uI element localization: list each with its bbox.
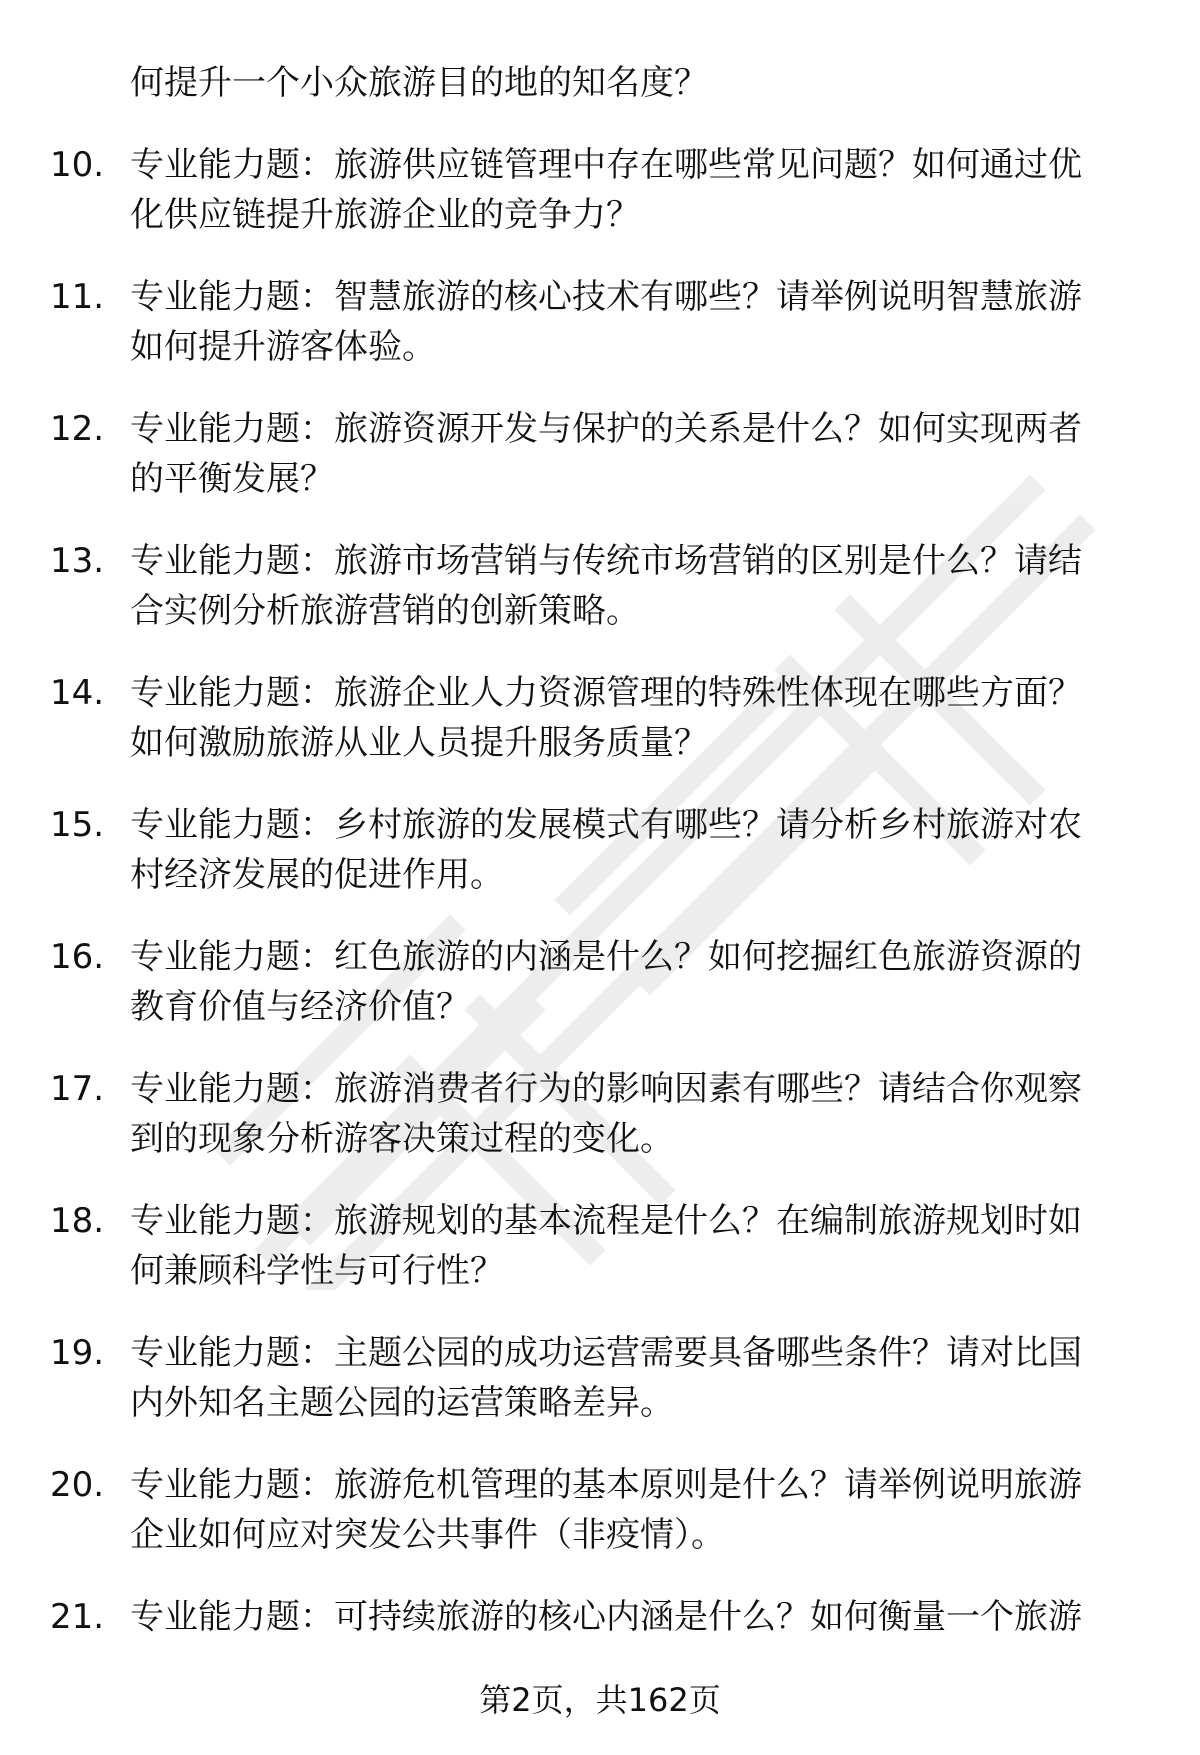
list-item [0,800,1200,900]
list-item [0,272,1200,372]
question-text-line: 专业能力题：智慧旅游的核心技术有哪些？请举例说明智慧旅游 [130,277,1082,317]
question-list [0,140,1200,1642]
question-text-line: 专业能力题：旅游危机管理的基本原则是什么？请举例说明旅游 [130,1465,1082,1505]
question-number: 14. [50,673,105,713]
page-footer: 第2页，共162页 [479,1681,721,1719]
list-item [0,932,1200,1032]
question-number: 21. [50,1597,105,1637]
question-text-line: 的平衡发展？ [130,459,334,499]
question-text-line: 化供应链提升旅游企业的竞争力？ [130,195,640,235]
question-number: 19. [50,1333,105,1373]
question-number: 20. [50,1465,105,1505]
question-text-line: 村经济发展的促进作用。 [130,855,504,895]
question-text-line: 专业能力题：旅游供应链管理中存在哪些常见问题？如何通过优 [130,145,1082,185]
question-text-line: 专业能力题：红色旅游的内涵是什么？如何挖掘红色旅游资源的 [130,937,1082,977]
question-number: 15. [50,805,105,845]
question-text-line: 何兼顾科学性与可行性？ [130,1251,504,1291]
question-number: 17. [50,1069,105,1109]
question-number: 16. [50,937,105,977]
list-item [0,1196,1200,1296]
question-text-line: 专业能力题：旅游消费者行为的影响因素有哪些？请结合你观察 [130,1069,1082,1109]
question-text-line: 企业如何应对突发公共事件（非疫情）。 [130,1515,725,1555]
list-item [0,1592,1200,1642]
list-item [0,1460,1200,1560]
question-text-line: 专业能力题：旅游企业人力资源管理的特殊性体现在哪些方面？ [130,673,1082,713]
question-content [0,58,1200,1642]
question-text-line: 专业能力题：可持续旅游的核心内涵是什么？如何衡量一个旅游 [130,1597,1082,1637]
question-text-line: 如何激励旅游从业人员提升服务质量？ [130,723,708,763]
question-number: 10. [50,145,105,185]
list-item [0,404,1200,504]
list-item [0,1064,1200,1164]
list-item [0,1328,1200,1428]
question-text-line: 如何提升游客体验。 [130,327,436,367]
question-text-line: 专业能力题：主题公园的成功运营需要具备哪些条件？请对比国 [130,1333,1082,1373]
question-text-line: 专业能力题：旅游市场营销与传统市场营销的区别是什么？请结 [130,541,1082,581]
question-text-line: 专业能力题：旅游规划的基本流程是什么？在编制旅游规划时如 [130,1201,1082,1241]
question-text-line: 专业能力题：乡村旅游的发展模式有哪些？请分析乡村旅游对农 [130,805,1082,845]
question-text-line: 到的现象分析游客决策过程的变化。 [130,1119,674,1159]
question-text-line: 教育价值与经济价值？ [130,987,470,1027]
question-text-line: 内外知名主题公园的运营策略差异。 [130,1383,674,1423]
question-number: 12. [50,409,105,449]
question-text-line: 专业能力题：旅游资源开发与保护的关系是什么？如何实现两者 [130,409,1082,449]
question-number: 11. [50,277,105,317]
list-item [0,140,1200,240]
list-item [0,668,1200,768]
question-text-line: 合实例分析旅游营销的创新策略。 [130,591,640,631]
question-number: 18. [50,1201,105,1241]
question-number: 13. [50,541,105,581]
continuation-text: 何提升一个小众旅游目的地的知名度？ [130,63,708,103]
list-item [0,536,1200,636]
